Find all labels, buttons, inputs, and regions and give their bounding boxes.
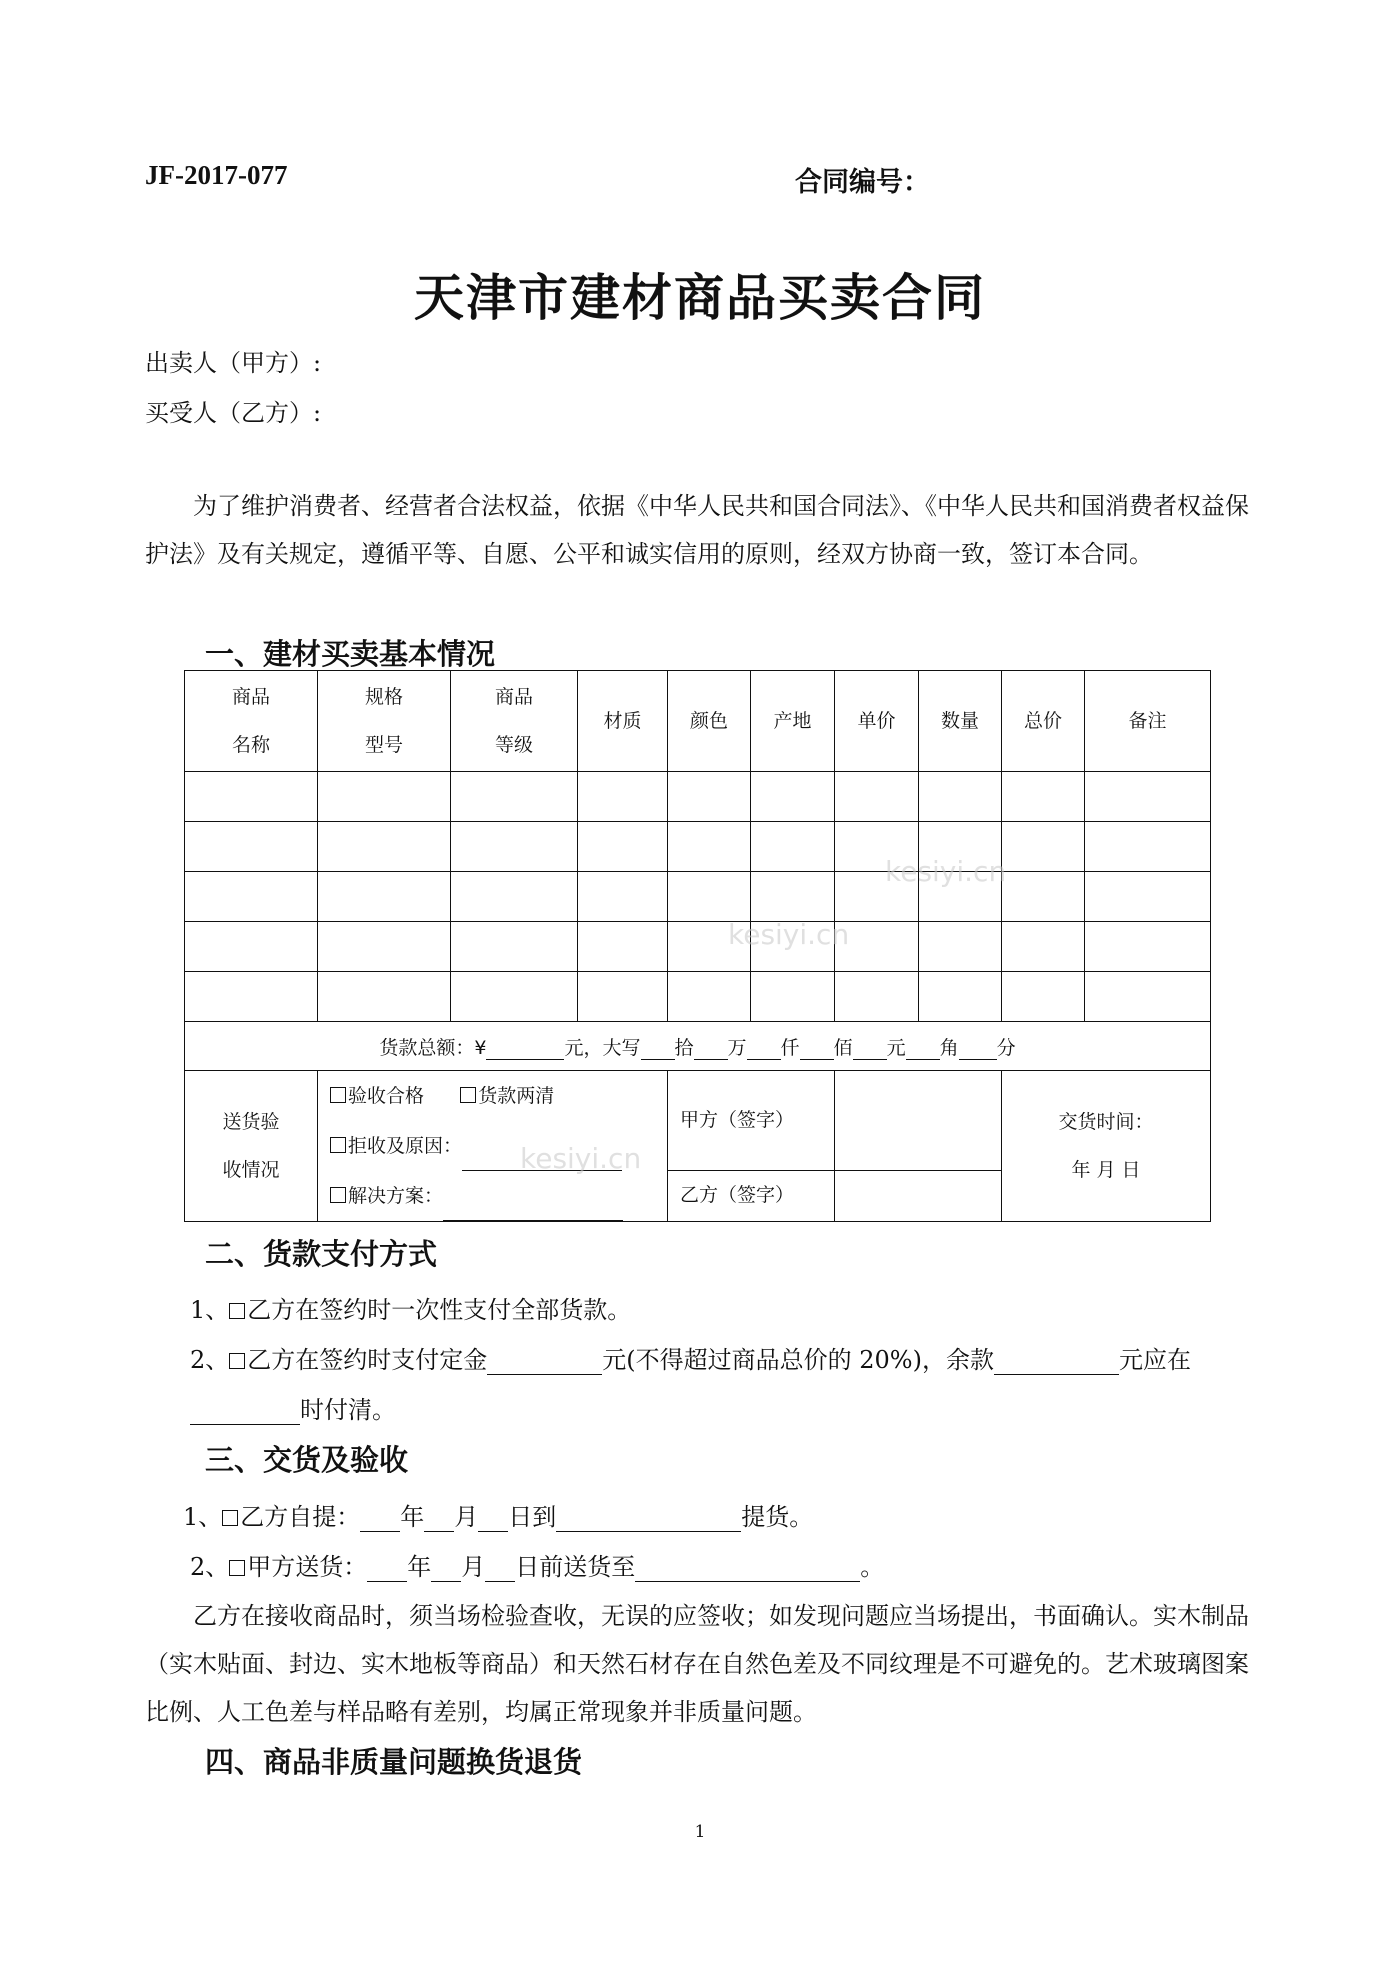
cell[interactable] <box>578 922 668 972</box>
delivery-acceptance-row <box>185 1071 1211 1222</box>
delivery-address-field[interactable] <box>635 1555 860 1582</box>
cell[interactable] <box>185 822 318 872</box>
delivery-time-value: 年 月 日 <box>1071 1159 1141 1181</box>
col-header: 商品 名称 <box>185 671 318 772</box>
cell[interactable] <box>318 872 451 922</box>
payment-due-field[interactable] <box>190 1398 300 1425</box>
party-a-signature-field[interactable] <box>835 1071 1001 1171</box>
cell[interactable] <box>1002 922 1085 972</box>
signature-label-cell <box>668 1071 835 1222</box>
goods-table <box>184 670 1211 1222</box>
payment-option-1: 1、 乙方在签约时一次性支付全部货款。 <box>190 1296 632 1324</box>
cell[interactable] <box>185 872 318 922</box>
reject-checkbox[interactable] <box>330 1137 346 1153</box>
seller-label: 出卖人（甲方）: <box>145 349 322 377</box>
watermark: kesiyi.cn <box>728 918 850 951</box>
total-amount-cell[interactable]: 货款总额：¥ 元，大写 拾 万 仟 佰 元 角 分 <box>185 1022 1211 1071</box>
cell[interactable] <box>1002 772 1085 822</box>
total-amount-row <box>185 1022 1211 1071</box>
contract-number-label: 合同编号： <box>795 167 930 198</box>
table-row <box>185 772 1211 822</box>
document-code: JF-2017-077 <box>145 160 288 190</box>
page-number: 1 <box>694 1822 706 1842</box>
table-row <box>185 922 1211 972</box>
cell[interactable] <box>451 922 578 972</box>
cell[interactable] <box>1085 822 1211 872</box>
payment-option-1-checkbox[interactable] <box>229 1303 245 1319</box>
cell[interactable] <box>578 972 668 1022</box>
cell[interactable] <box>185 772 318 822</box>
col-header: 颜色 <box>668 671 751 772</box>
col-header: 总价 <box>1002 671 1085 772</box>
seller-delivery-checkbox[interactable] <box>229 1560 245 1576</box>
cell[interactable] <box>919 922 1002 972</box>
cell[interactable] <box>451 822 578 872</box>
cell[interactable] <box>318 922 451 972</box>
accept-checkbox[interactable] <box>330 1087 346 1103</box>
col-header: 商品 等级 <box>451 671 578 772</box>
payment-due-line: 时付清。 <box>190 1390 396 1425</box>
cell[interactable] <box>668 822 751 872</box>
cell[interactable] <box>578 772 668 822</box>
cell[interactable] <box>668 772 751 822</box>
delivery-time-label: 交货时间： <box>1058 1111 1154 1133</box>
cell[interactable] <box>668 972 751 1022</box>
cell[interactable] <box>1085 772 1211 822</box>
solution-checkbox[interactable] <box>330 1187 346 1203</box>
cell[interactable] <box>751 972 835 1022</box>
inspection-paragraph: 乙方在接收商品时，须当场检验查收，无误的应签收；如发现问题应当场提出，书面确认。实木制品（实木贴面、封边、实木地板等商品）和天然石材存在自然色差及不同纹理是不可避免的。艺术玻璃图案比例、人工色差与样品略有差别，均属正常现象并非质量问题。 <box>145 1602 1249 1726</box>
buyer-label: 买受人（乙方）: <box>145 399 322 427</box>
cell[interactable] <box>318 822 451 872</box>
cell[interactable] <box>668 872 751 922</box>
cell[interactable] <box>451 872 578 922</box>
cell[interactable] <box>919 972 1002 1022</box>
delivery-option-1: 1、 乙方自提： 年 月 日到 提货。 <box>183 1503 814 1531</box>
cell[interactable] <box>451 772 578 822</box>
cell[interactable] <box>1002 972 1085 1022</box>
solution-field[interactable] <box>443 1194 623 1221</box>
payment-option-2: 2、 乙方在签约时支付定金 元(不得超过商品总价的 20%)，余款 元应在 <box>190 1346 1191 1374</box>
cell[interactable] <box>919 772 1002 822</box>
payment-option-2-checkbox[interactable] <box>229 1353 245 1369</box>
cell[interactable] <box>1085 872 1211 922</box>
section-4-title: 四、商品非质量问题换货退货 <box>205 1745 583 1779</box>
document-title: 天津市建材商品买卖合同 <box>414 268 986 327</box>
table-row <box>185 972 1211 1022</box>
table-row <box>185 872 1211 922</box>
cell[interactable] <box>835 972 919 1022</box>
cell[interactable] <box>1085 922 1211 972</box>
delivery-option-2: 2、 甲方送货： 年 月 日前送货至 。 <box>190 1553 885 1581</box>
cell[interactable] <box>1002 872 1085 922</box>
cell[interactable] <box>451 972 578 1022</box>
cell[interactable] <box>751 772 835 822</box>
cell[interactable] <box>578 872 668 922</box>
self-pickup-checkbox[interactable] <box>222 1510 238 1526</box>
pickup-location-field[interactable] <box>556 1505 741 1532</box>
cell[interactable] <box>185 972 318 1022</box>
cell[interactable] <box>1085 972 1211 1022</box>
col-header: 单价 <box>835 671 919 772</box>
cell[interactable] <box>185 922 318 972</box>
party-a-sign-label: 甲方（签字） <box>668 1071 834 1171</box>
table-header-row <box>185 671 1211 772</box>
cell[interactable] <box>318 772 451 822</box>
col-header: 数量 <box>919 671 1002 772</box>
party-b-signature-field[interactable] <box>835 1171 1001 1220</box>
col-header: 材质 <box>578 671 668 772</box>
intro-paragraph: 为了维护消费者、经营者合法权益，依据《中华人民共和国合同法》、《中华人民共和国消费者权益保护法》及有关规定，遵循平等、自愿、公平和诚实信用的原则，经双方协商一致，签订本合同。 <box>145 492 1249 568</box>
cell[interactable] <box>751 822 835 872</box>
signature-field-cell <box>835 1071 1002 1222</box>
deposit-field[interactable] <box>487 1348 602 1375</box>
cell[interactable] <box>578 822 668 872</box>
section-2-title: 二、货款支付方式 <box>205 1237 438 1271</box>
balance-field[interactable] <box>994 1348 1119 1375</box>
cell[interactable] <box>751 872 835 922</box>
col-header: 规格 型号 <box>318 671 451 772</box>
watermark: kesiyi.cn <box>885 855 1007 888</box>
section-1-title: 一、建材买卖基本情况 <box>205 637 496 671</box>
acceptance-options-cell: 验收合格 货款两清 拒收及原因： 解决方案： <box>318 1071 668 1222</box>
col-header: 备注 <box>1085 671 1211 772</box>
cell[interactable] <box>1002 822 1085 872</box>
delivery-label-cell: 送货验 收情况 <box>185 1071 318 1222</box>
watermark: kesiyi.cn <box>520 1142 642 1175</box>
delivery-time-cell[interactable] <box>1002 1071 1211 1222</box>
col-header: 产地 <box>751 671 835 772</box>
table-row <box>185 822 1211 872</box>
section-3-title: 三、交货及验收 <box>205 1443 409 1477</box>
cell[interactable] <box>318 972 451 1022</box>
cell[interactable] <box>835 772 919 822</box>
paid-checkbox[interactable] <box>460 1087 476 1103</box>
party-b-sign-label: 乙方（签字） <box>680 1184 795 1206</box>
